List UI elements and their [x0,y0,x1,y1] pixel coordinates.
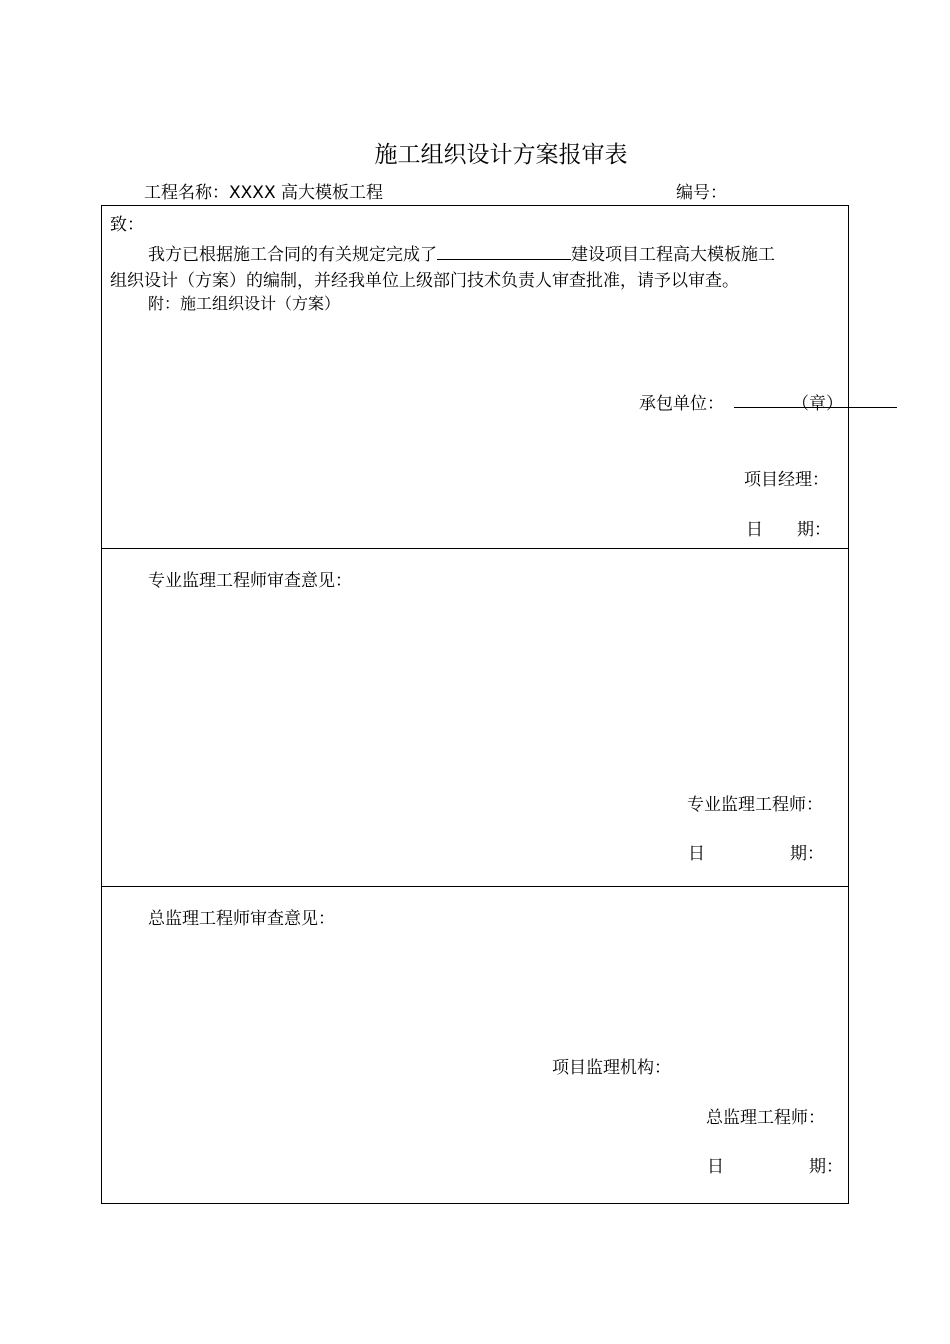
specialist-review-heading: 专业监理工程师审查意见： [148,571,352,591]
specialist-date-label: 日 期： [688,844,824,864]
submission-text-before: 我方已根据施工合同的有关规定完成了 [148,245,437,265]
chief-engineer-label: 总监理工程师： [706,1108,825,1128]
attachment-label: 附：施工组织设计（方案） [148,294,341,313]
page-title: 施工组织设计方案报审表 [374,142,628,168]
chief-review-heading: 总监理工程师审查意见： [148,909,335,929]
supervision-org-label: 项目监理机构： [552,1058,671,1078]
contractor-signature-line [734,407,897,408]
chief-date-label: 日 期： [707,1157,843,1177]
submission-text-after: 建设项目工程高大模板施工 [571,245,775,265]
submission-paragraph-line1 [148,240,775,265]
seal-label: （章） [792,394,843,414]
review-form-table [101,205,849,1204]
section-divider-2 [102,886,848,887]
form-number-label: 编号： [676,183,727,203]
project-name-label: 工程名称：XXXX 高大模板工程 [144,183,383,203]
addressee-label: 致： [110,215,144,235]
specialist-engineer-label: 专业监理工程师： [687,795,823,815]
submission-paragraph-line2: 组织设计（方案）的编制，并经我单位上级部门技术负责人审查批准，请予以审查。 [110,271,739,291]
contractor-date-label: 日 期： [746,520,831,540]
project-blank-field[interactable] [437,243,571,260]
project-manager-label: 项目经理： [744,470,829,490]
section-divider-1 [102,548,848,549]
contractor-label: 承包单位： [639,394,724,414]
